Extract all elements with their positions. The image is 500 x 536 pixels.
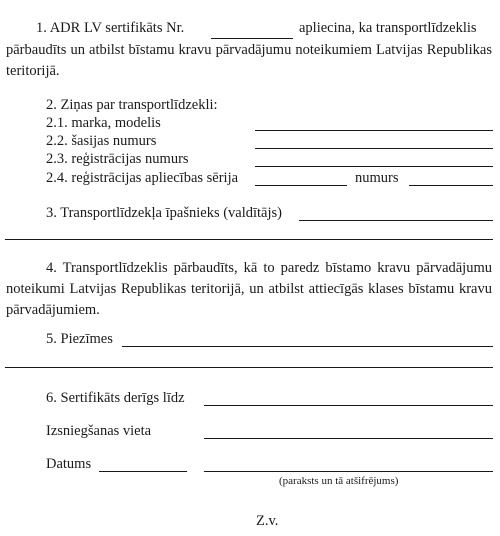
item-make-model-label: 2.1. marka, modelis xyxy=(46,115,161,131)
owner-field[interactable] xyxy=(299,220,493,221)
registration-number-field[interactable] xyxy=(255,166,493,167)
certificate-number-field[interactable] xyxy=(211,38,293,39)
notes-label: 5. Piezīmes xyxy=(46,331,113,347)
item-chassis-label: 2.2. šasijas numurs xyxy=(46,133,157,149)
numurs-label: numurs xyxy=(355,170,399,186)
owner-label: 3. Transportlīdzekļa īpašnieks (valdītājs) xyxy=(46,205,282,221)
date-field[interactable] xyxy=(99,471,187,472)
registration-series-field[interactable] xyxy=(255,185,347,186)
valid-until-field[interactable] xyxy=(204,405,493,406)
stamp-place-label: Z.v. xyxy=(256,513,279,529)
registration-certificate-number-field[interactable] xyxy=(409,185,493,186)
issue-place-field[interactable] xyxy=(204,438,493,439)
notes-field-continuation[interactable] xyxy=(5,367,493,368)
section1-body: pārbaudīts un atbilst bīstamu kravu pārvadājumu noteikumiem Latvijas Republikas teritorijā. xyxy=(6,42,492,79)
section1-prefix: 1. ADR LV sertifikāts Nr. xyxy=(36,20,185,36)
owner-field-continuation[interactable] xyxy=(5,239,493,240)
section2-heading: 2. Ziņas par transportlīdzekli: xyxy=(46,97,218,113)
valid-until-label: 6. Sertifikāts derīgs līdz xyxy=(46,390,185,406)
notes-field[interactable] xyxy=(122,346,493,347)
section1-suffix: apliecina, ka transportlīdzeklis xyxy=(299,20,477,36)
issue-place-label: Izsniegšanas vieta xyxy=(46,423,152,439)
section4-text: 4. Transportlīdzeklis pārbaudīts, kā to paredz bīstamo kravu pārvadājumu noteikumi Latvijas Republikas teritorijā, un atbilst attiecīgās klases bīstamu kravu pārvadājumiem. xyxy=(6,260,492,318)
item-registration-series-label: 2.4. reģistrācijas apliecības sērija xyxy=(46,170,239,186)
date-label: Datums xyxy=(46,456,92,472)
make-model-field[interactable] xyxy=(255,130,493,131)
signature-caption: (paraksts un tā atšifrējums) xyxy=(279,475,399,487)
chassis-number-field[interactable] xyxy=(255,148,493,149)
item-registration-number-label: 2.3. reģistrācijas numurs xyxy=(46,151,189,167)
